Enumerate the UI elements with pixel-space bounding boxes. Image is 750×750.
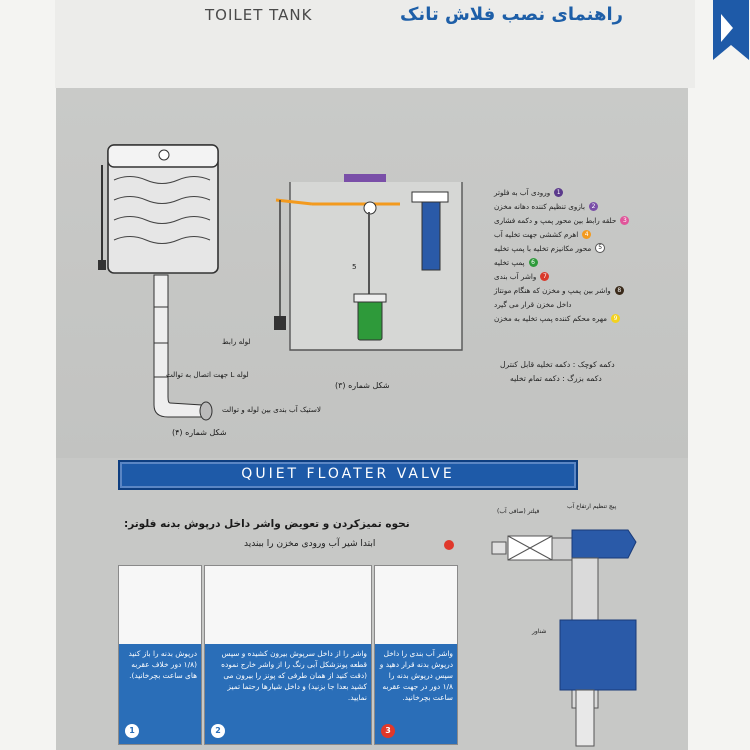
note-small-button: دکمه کوچک : دکمه تخلیه قابل کنترل bbox=[500, 360, 615, 369]
legend-item-text: محور مکانیزم تخلیه با پمپ تخلیه bbox=[494, 243, 592, 253]
legend-item-text: داخل مخزن قرار می گیرد bbox=[494, 299, 572, 309]
legend-item bbox=[494, 214, 642, 226]
step3-illustration bbox=[375, 566, 457, 644]
figure3-caption: شکل شماره (۳) bbox=[335, 381, 390, 390]
label-float: شناور bbox=[532, 628, 547, 635]
step1-badge: 1 bbox=[125, 724, 139, 738]
legend-number-icon: 9 bbox=[611, 314, 620, 323]
note-large-button: دکمه بزرگ : دکمه تمام تخلیه bbox=[510, 374, 602, 383]
legend-number-icon: 6 bbox=[529, 258, 538, 267]
legend-item-text: حلقه رابط بین محور پمپ و دکمه فشاری bbox=[494, 215, 617, 225]
step1-text: درپوش بدنه را باز کنید (۱/۸ دور خلاف عقربه های ساعت بچرخانید). bbox=[119, 644, 201, 744]
legend-item bbox=[494, 200, 642, 212]
legend-number-icon: 7 bbox=[540, 272, 549, 281]
legend-item bbox=[494, 228, 642, 240]
legend-item bbox=[494, 284, 642, 296]
label-filter: فیلتر (صافی آب) bbox=[497, 508, 540, 515]
header-title-en: TOILET TANK bbox=[205, 6, 313, 24]
step1-illustration bbox=[119, 566, 201, 644]
step3-badge: 3 bbox=[381, 724, 395, 738]
instructions-bullet: ابتدا شیر آب ورودی مخزن را ببندید bbox=[244, 539, 376, 549]
legend-item bbox=[494, 186, 642, 198]
legend-item-text: ورودی آب به فلوتر bbox=[494, 187, 551, 197]
legend-item bbox=[494, 270, 642, 282]
label-gasket: لاستیک آب بندی بین لوله و توالت bbox=[222, 405, 321, 414]
product-banner bbox=[118, 460, 578, 490]
step-card-2 bbox=[204, 565, 372, 745]
label-5: 5 bbox=[352, 262, 357, 271]
legend-item-text: واشر بین پمپ و مخزن که هنگام مونتاژ bbox=[494, 285, 611, 295]
legend-item-text: اهرم کششی جهت تخلیه آب bbox=[494, 229, 579, 239]
header bbox=[55, 0, 695, 88]
legend-number-icon: 8 bbox=[615, 286, 624, 295]
floater-valve-diagram bbox=[488, 500, 648, 750]
step-card-1 bbox=[118, 565, 202, 745]
tank-pipe-diagram bbox=[90, 135, 230, 425]
legend-item-text: بازوی تنظیم کننده دهانه مخزن bbox=[494, 201, 585, 211]
instructions-heading: نحوه تمیزکردن و تعویض واشر داخل درپوش بدنه فلوتر: bbox=[124, 518, 410, 530]
bullet-icon bbox=[444, 540, 454, 550]
legend-number-icon: 1 bbox=[554, 188, 563, 197]
legend-item-text: واشر آب بندی bbox=[494, 271, 537, 281]
legend-item bbox=[494, 298, 642, 310]
blue-flag-icon bbox=[713, 0, 749, 60]
legend-number-icon: 4 bbox=[582, 230, 591, 239]
figure4-caption: شکل شماره (۴) bbox=[172, 428, 227, 437]
legend-item-text: مهره محکم کننده پمپ تخلیه به مخزن bbox=[494, 313, 607, 323]
banner-text: QUIET FLOATER VALVE bbox=[241, 466, 455, 482]
step2-badge: 2 bbox=[211, 724, 225, 738]
step2-text: واشر را از داخل سرپوش بیرون کشیده و سپس قطعه پونزشکل آبی رنگ را از واشر خارج نموده (دقت کنید از همان طرفی که پونز را بیرون می کشید بعدا جا بزنید) و داخل شیارها رحتما تمیز نمایید. bbox=[205, 644, 371, 744]
legend-number-icon: 2 bbox=[589, 202, 598, 211]
step-card-3 bbox=[374, 565, 458, 745]
legend-item bbox=[494, 256, 642, 268]
legend-item bbox=[494, 242, 642, 254]
step3-text: واشر آب بندی را داخل درپوش بدنه قرار دهید و سپس درپوش بدنه را ۱/۸ دور در جهت عقربه ساعت بچرخانید. bbox=[375, 644, 457, 744]
label-l-pipe: لوله L جهت اتصال به توالت bbox=[166, 370, 249, 379]
label-connector-pipe: لوله رابط bbox=[222, 337, 251, 346]
legend-item bbox=[494, 312, 642, 324]
legend-item-text: پمپ تخلیه bbox=[494, 257, 525, 267]
tank-internals-diagram bbox=[262, 160, 482, 360]
label-height-screw: پیچ تنظیم ارتفاع آب bbox=[567, 503, 617, 510]
legend-number-icon: 5 bbox=[595, 243, 605, 253]
header-title-fa: راهنمای نصب فلاش تانک bbox=[400, 4, 624, 25]
legend-number-icon: 3 bbox=[620, 216, 629, 225]
step2-illustration bbox=[205, 566, 371, 644]
